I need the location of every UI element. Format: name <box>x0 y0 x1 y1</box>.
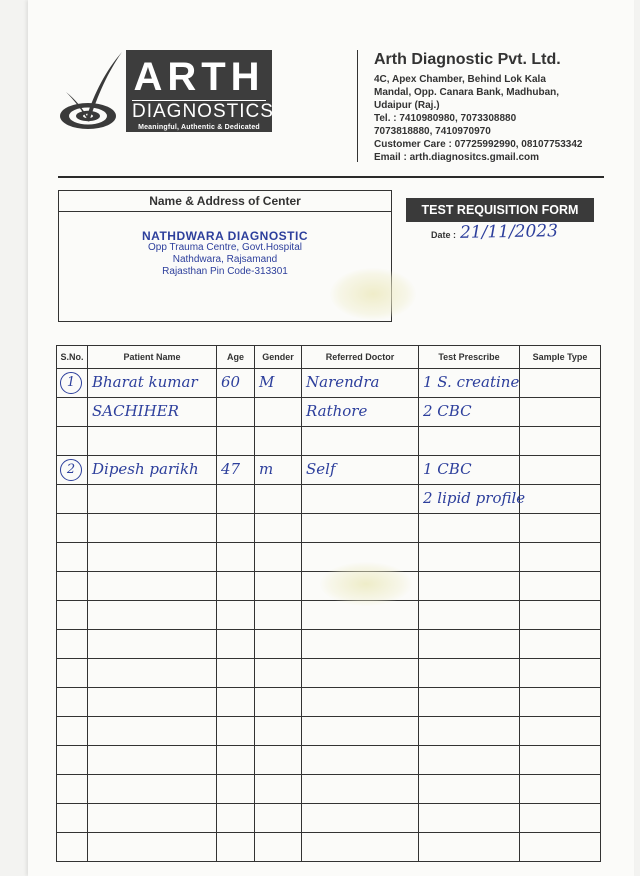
cell-gender[interactable] <box>255 630 302 659</box>
cell-age[interactable] <box>217 485 255 514</box>
cell-test-prescribe[interactable] <box>419 717 520 746</box>
paper-stain <box>320 562 412 606</box>
cell-sno[interactable] <box>57 659 88 688</box>
cell-age[interactable] <box>217 456 255 485</box>
cell-patient-name[interactable] <box>88 659 217 688</box>
cell-test-prescribe[interactable] <box>419 369 520 398</box>
table-header-row <box>57 346 601 369</box>
center-address-line: Opp Trauma Centre, Govt.Hospital <box>148 242 302 253</box>
cell-test-prescribe[interactable] <box>419 485 526 514</box>
cell-sample-type[interactable] <box>520 543 601 572</box>
table-row <box>57 543 601 572</box>
handwritten-gender: m <box>259 460 274 478</box>
table-row <box>57 746 601 775</box>
company-info <box>374 50 624 164</box>
cell-test-prescribe[interactable] <box>419 572 520 601</box>
handwritten-patient-name: SACHIHER <box>92 402 179 420</box>
table-row <box>57 398 601 427</box>
handwritten-referred-doctor: Narendra <box>306 373 380 391</box>
col-header-test-prescribe: Test Prescribe <box>419 346 520 369</box>
cell-sample-type[interactable] <box>520 369 601 398</box>
cell-referred-doctor[interactable] <box>302 746 419 775</box>
handwritten-test-prescribe: 2 CBC <box>423 402 472 420</box>
cell-sno[interactable] <box>57 746 88 775</box>
handwritten-age: 60 <box>221 373 241 391</box>
cell-gender[interactable] <box>255 427 302 456</box>
cell-sno[interactable] <box>57 514 88 543</box>
table-row <box>57 485 601 514</box>
cell-referred-doctor[interactable] <box>302 630 419 659</box>
cell-gender[interactable] <box>255 572 302 601</box>
cell-gender[interactable] <box>255 746 302 775</box>
brand-logo <box>126 50 272 132</box>
cell-test-prescribe[interactable] <box>419 775 520 804</box>
cell-referred-doctor[interactable] <box>302 833 419 862</box>
cell-gender[interactable] <box>255 775 302 804</box>
cell-sample-type[interactable] <box>520 659 601 688</box>
cell-gender[interactable] <box>255 456 302 485</box>
cell-sample-type[interactable] <box>520 833 601 862</box>
cell-sample-type[interactable] <box>520 775 601 804</box>
header-divider <box>357 50 358 162</box>
cell-age[interactable] <box>217 398 255 427</box>
telephone-line: Tel. : 7410980980, 7073308880 <box>374 113 517 124</box>
cell-test-prescribe[interactable] <box>419 630 520 659</box>
cell-gender[interactable] <box>255 485 302 514</box>
cell-age[interactable] <box>217 369 255 398</box>
cell-patient-name[interactable] <box>88 833 217 862</box>
cell-age[interactable] <box>217 833 255 862</box>
center-name: NATHDWARA DIAGNOSTIC <box>142 229 308 243</box>
cell-patient-name[interactable] <box>88 630 217 659</box>
form-title: TEST REQUISITION FORM <box>406 198 594 222</box>
cell-referred-doctor[interactable] <box>302 688 419 717</box>
cell-age[interactable] <box>217 717 255 746</box>
table-row <box>57 369 601 398</box>
address-line: Udaipur (Raj.) <box>374 100 440 111</box>
handwritten-test-prescribe: 1 S. creatine <box>423 373 520 391</box>
cell-referred-doctor[interactable] <box>302 427 419 456</box>
cell-sno[interactable] <box>57 601 88 630</box>
table-row <box>57 717 601 746</box>
cell-sno[interactable] <box>57 717 88 746</box>
col-header-referred-doctor: Referred Doctor <box>302 346 419 369</box>
cell-age[interactable] <box>217 659 255 688</box>
cell-referred-doctor[interactable] <box>302 804 419 833</box>
cell-test-prescribe[interactable] <box>419 601 520 630</box>
cell-sno[interactable] <box>57 398 88 427</box>
cell-referred-doctor[interactable] <box>302 485 419 514</box>
cell-test-prescribe[interactable] <box>419 746 520 775</box>
cell-patient-name[interactable] <box>88 601 217 630</box>
cell-age[interactable] <box>217 746 255 775</box>
table-row <box>57 775 601 804</box>
cell-age[interactable] <box>217 775 255 804</box>
cell-test-prescribe[interactable] <box>419 688 520 717</box>
cell-sno[interactable] <box>57 833 88 862</box>
handwritten-test-prescribe: 1 CBC <box>423 460 472 478</box>
cell-age[interactable] <box>217 688 255 717</box>
cell-test-prescribe[interactable] <box>419 427 520 456</box>
cell-gender[interactable] <box>255 688 302 717</box>
cell-gender[interactable] <box>255 833 302 862</box>
handwritten-sno: 1 <box>60 372 82 394</box>
cell-test-prescribe[interactable] <box>419 456 520 485</box>
cell-sno[interactable] <box>57 369 88 398</box>
cell-sample-type[interactable] <box>520 630 601 659</box>
table-row <box>57 427 601 456</box>
table-row <box>57 601 601 630</box>
cell-sample-type[interactable] <box>520 456 601 485</box>
cell-age[interactable] <box>217 804 255 833</box>
cell-age[interactable] <box>217 543 255 572</box>
patient-table <box>56 345 601 862</box>
handwritten-referred-doctor: Self <box>306 460 336 478</box>
cell-test-prescribe[interactable] <box>419 543 520 572</box>
handwritten-patient-name: Dipesh parikh <box>92 460 199 478</box>
cell-referred-doctor[interactable] <box>302 775 419 804</box>
paper-stain <box>330 268 416 320</box>
cell-sno[interactable] <box>57 485 88 514</box>
cell-gender[interactable] <box>255 804 302 833</box>
cell-sample-type[interactable] <box>520 485 601 514</box>
cell-test-prescribe[interactable] <box>419 659 520 688</box>
col-header-sno: S.No. <box>57 346 88 369</box>
cell-test-prescribe[interactable] <box>419 804 520 833</box>
table-row <box>57 659 601 688</box>
center-box-heading: Name & Address of Center <box>59 191 391 212</box>
cell-sno[interactable] <box>57 456 88 485</box>
header-rule <box>58 176 604 178</box>
cell-sno[interactable] <box>57 572 88 601</box>
cell-referred-doctor[interactable] <box>302 398 419 427</box>
cell-test-prescribe[interactable] <box>419 833 520 862</box>
cell-gender[interactable] <box>255 514 302 543</box>
cell-referred-doctor[interactable] <box>302 717 419 746</box>
cell-age[interactable] <box>217 514 255 543</box>
address-line: Mandal, Opp. Canara Bank, Madhuban, <box>374 87 560 98</box>
table-row <box>57 630 601 659</box>
address-line: 4C, Apex Chamber, Behind Lok Kala <box>374 74 546 85</box>
logo-line1: ARTH <box>133 55 265 99</box>
cell-sno[interactable] <box>57 804 88 833</box>
cell-test-prescribe[interactable] <box>419 398 520 427</box>
handwritten-patient-name: Bharat kumar <box>92 373 198 391</box>
cell-gender[interactable] <box>255 369 302 398</box>
date-label: Date : <box>431 230 457 240</box>
cell-sample-type[interactable] <box>520 514 601 543</box>
cell-patient-name[interactable] <box>88 804 217 833</box>
cell-referred-doctor[interactable] <box>302 456 419 485</box>
handwritten-sno: 2 <box>60 459 82 481</box>
cell-sample-type[interactable] <box>520 427 601 456</box>
company-name: Arth Diagnostic Pvt. Ltd. <box>374 51 561 68</box>
cell-patient-name[interactable] <box>88 456 217 485</box>
cell-sample-type[interactable] <box>520 804 601 833</box>
cell-age[interactable] <box>217 427 255 456</box>
handwritten-referred-doctor: Rathore <box>306 402 368 420</box>
cell-patient-name[interactable] <box>88 775 217 804</box>
cell-patient-name[interactable] <box>88 572 217 601</box>
cell-sno[interactable] <box>57 688 88 717</box>
cell-gender[interactable] <box>255 717 302 746</box>
cell-patient-name[interactable] <box>88 717 217 746</box>
col-header-age: Age <box>217 346 255 369</box>
cell-sample-type[interactable] <box>520 688 601 717</box>
col-header-patient-name: Patient Name <box>88 346 217 369</box>
table-row <box>57 804 601 833</box>
date-value[interactable]: 21/11/2023 <box>459 221 559 243</box>
cell-patient-name[interactable] <box>88 688 217 717</box>
cell-gender[interactable] <box>255 659 302 688</box>
cell-sno[interactable] <box>57 630 88 659</box>
cell-test-prescribe[interactable] <box>419 514 520 543</box>
email-line: Email : arth.diagnositcs.gmail.com <box>374 152 540 163</box>
cell-age[interactable] <box>217 630 255 659</box>
cell-patient-name[interactable] <box>88 398 217 427</box>
customer-care-line: Customer Care : 07725992990, 08107753342 <box>374 139 583 150</box>
center-address-line: Nathdwara, Rajsamand <box>172 254 278 265</box>
table-row <box>57 514 601 543</box>
cell-gender[interactable] <box>255 543 302 572</box>
center-address-line: Rajasthan Pin Code-313301 <box>162 266 288 277</box>
handwritten-gender: M <box>259 373 275 391</box>
logo-line2: DIAGNOSTICS <box>132 101 274 122</box>
telephone-line: 7073818880, 7410970970 <box>374 126 491 137</box>
table-row <box>57 833 601 862</box>
cell-sno[interactable] <box>57 427 88 456</box>
col-header-sample-type: Sample Type <box>520 346 601 369</box>
cell-patient-name[interactable] <box>88 514 217 543</box>
cell-sample-type[interactable] <box>520 717 601 746</box>
cell-sample-type[interactable] <box>520 398 601 427</box>
target-check-icon <box>58 50 124 132</box>
cell-age[interactable] <box>217 601 255 630</box>
cell-sample-type[interactable] <box>520 572 601 601</box>
handwritten-age: 47 <box>221 460 241 478</box>
cell-gender[interactable] <box>255 601 302 630</box>
cell-sno[interactable] <box>57 543 88 572</box>
cell-patient-name[interactable] <box>88 485 217 514</box>
cell-sno[interactable] <box>57 775 88 804</box>
logo-tagline: Meaningful, Authentic & Dedicated <box>138 124 260 131</box>
col-header-gender: Gender <box>255 346 302 369</box>
table-row <box>57 456 601 485</box>
cell-age[interactable] <box>217 572 255 601</box>
cell-gender[interactable] <box>255 398 302 427</box>
cell-sample-type[interactable] <box>520 746 601 775</box>
cell-sample-type[interactable] <box>520 601 601 630</box>
cell-patient-name[interactable] <box>88 543 217 572</box>
cell-referred-doctor[interactable] <box>302 514 419 543</box>
table-row <box>57 688 601 717</box>
center-stamp <box>59 212 391 278</box>
cell-patient-name[interactable] <box>88 746 217 775</box>
cell-referred-doctor[interactable] <box>302 369 419 398</box>
cell-patient-name[interactable] <box>88 369 217 398</box>
cell-patient-name[interactable] <box>88 427 217 456</box>
handwritten-test-prescribe: 2 lipid profile <box>423 489 526 507</box>
cell-referred-doctor[interactable] <box>302 659 419 688</box>
